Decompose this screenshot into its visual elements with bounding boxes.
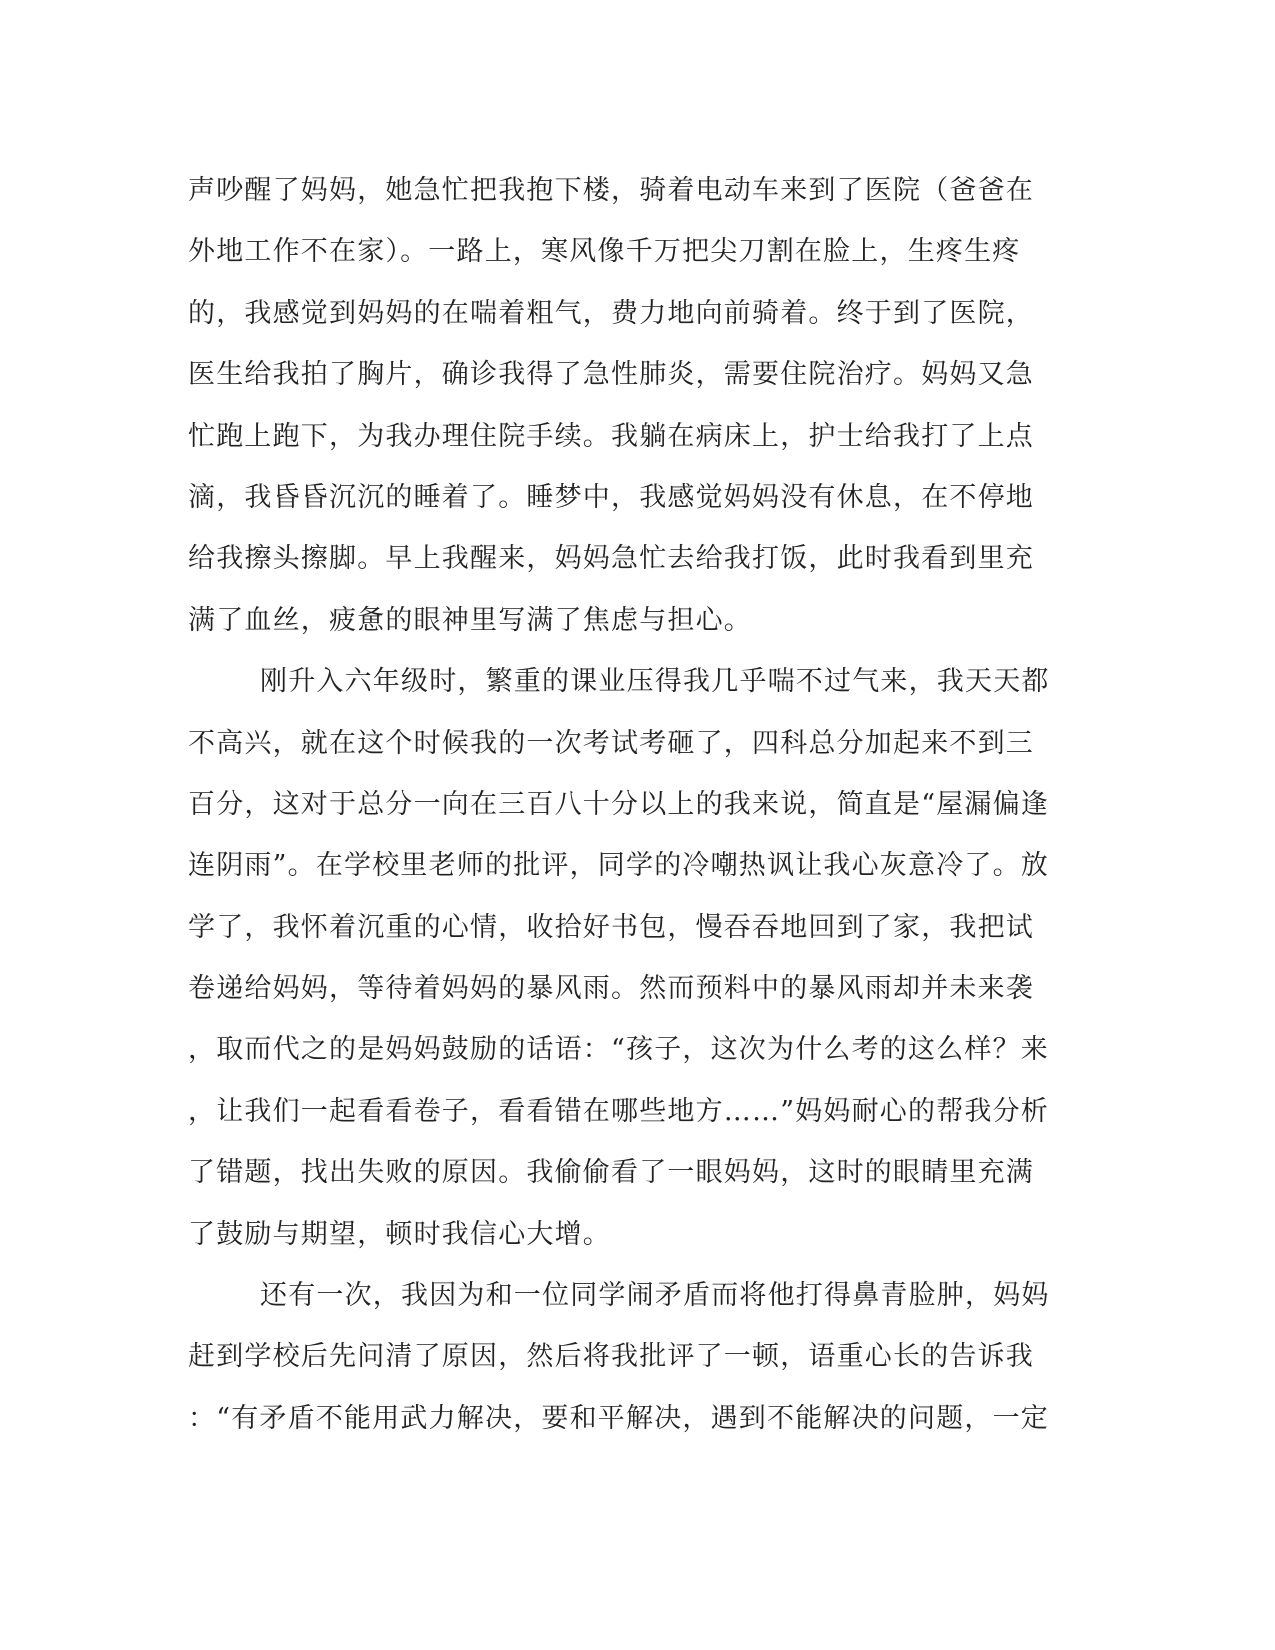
text-line: 连阴雨”。在学校里老师的批评，同学的冷嘲热讽让我心灰意冷了。放 xyxy=(188,850,1050,882)
text-line: 忙跑上跑下，为我办理住院手续。我躺在病床上，护士给我打了上点 xyxy=(188,420,1034,452)
text-line: 刚升入六年级时，繁重的课业压得我几乎喘不过气来，我天天都 xyxy=(260,666,1050,698)
text-line: 还有一次，我因为和一位同学闹矛盾而将他打得鼻青脸肿，妈妈 xyxy=(260,1280,1050,1312)
text-line: 了错题，找出失败的原因。我偷偷看了一眼妈妈，这时的眼睛里充满 xyxy=(188,1157,1034,1189)
paragraph-3 xyxy=(188,1265,1068,1449)
text-line: ，取而代之的是妈妈鼓励的话语：“孩子，这次为什么考的这么样？来 xyxy=(188,1034,1050,1066)
document-body xyxy=(188,160,1068,1449)
text-line: 不高兴，就在这个时候我的一次考试考砸了，四科总分加起来不到三 xyxy=(188,727,1034,759)
text-line: 卷递给妈妈，等待着妈妈的暴风雨。然而预料中的暴风雨却并未来袭 xyxy=(188,973,1034,1005)
text-line: 了鼓励与期望，顿时我信心大增。 xyxy=(188,1218,611,1250)
text-line: 声吵醒了妈妈，她急忙把我抱下楼，骑着电动车来到了医院（爸爸在 xyxy=(188,175,1034,206)
text-line: 赶到学校后先问清了原因，然后将我批评了一顿，语重心长的告诉我 xyxy=(188,1341,1034,1373)
text-line: 百分，这对于总分一向在三百八十分以上的我来说，简直是“屋漏偏逢 xyxy=(188,788,1050,820)
text-line: 滴，我昏昏沉沉的睡着了。睡梦中，我感觉妈妈没有休息，在不停地 xyxy=(188,481,1034,513)
text-line: 的，我感觉到妈妈的在喘着粗气，费力地向前骑着。终于到了医院， xyxy=(188,297,1034,329)
text-line: ，让我们一起看看卷子，看看错在哪些地方……”妈妈耐心的帮我分析 xyxy=(188,1095,1050,1127)
text-line: 满了血丝，疲惫的眼神里写满了焦虑与担心。 xyxy=(188,604,752,636)
text-line: 医生给我拍了胸片，确诊我得了急性肺炎，需要住院治疗。妈妈又急 xyxy=(188,359,1034,391)
text-line: ：“有矛盾不能用武力解决，要和平解决，遇到不能解决的问题，一定 xyxy=(188,1402,1050,1434)
text-line: 给我擦头擦脚。早上我醒来，妈妈急忙去给我打饭，此时我看到里充 xyxy=(188,543,1034,575)
text-line: 学了，我怀着沉重的心情，收拾好书包，慢吞吞地回到了家，我把试 xyxy=(188,911,1034,943)
paragraph-1 xyxy=(188,160,1068,651)
text-line: 外地工作不在家）。一路上，寒风像千万把尖刀割在脸上，生疼生疼 xyxy=(188,236,1021,268)
paragraph-2 xyxy=(188,651,1068,1265)
